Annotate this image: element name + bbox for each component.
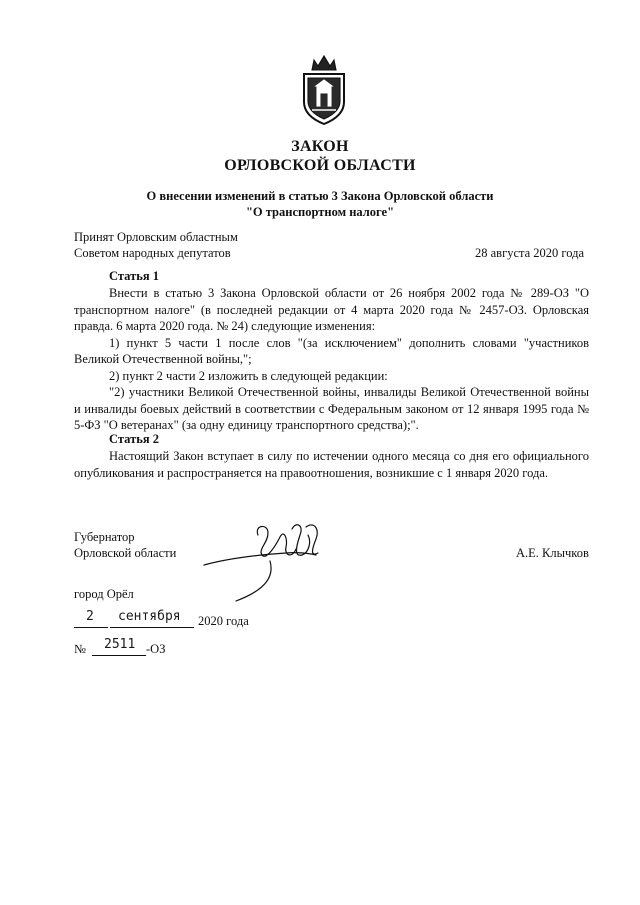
- coat-of-arms-icon: [298, 52, 350, 126]
- governor-name: А.Е. Клычков: [516, 546, 589, 560]
- article1-paragraph: 2) пункт 2 части 2 изложить в следующей редакции:: [109, 368, 388, 383]
- region-title: ОРЛОВСКОЙ ОБЛАСТИ: [224, 157, 416, 174]
- article1-body: [74, 285, 589, 434]
- signatory-position-line1: Губернатор: [74, 530, 135, 544]
- law-subject-line2: "О транспортном налоге": [245, 205, 395, 219]
- article2-heading: Статья 2: [109, 432, 159, 446]
- city-of-signing: город Орёл: [74, 587, 134, 601]
- article2-paragraph: Настоящий Закон вступает в силу по истечении одного месяца со дня его официального опубликования и распространяется на правоотношения, возникшие с 1 января 2020 года.: [74, 449, 589, 480]
- law-title: ЗАКОН: [291, 138, 349, 155]
- law-subject-line1: О внесении изменений в статью 3 Закона Орловской области: [146, 189, 494, 203]
- law-number: 2511: [104, 637, 136, 652]
- signing-month: сентября: [118, 609, 181, 624]
- article2-body: [74, 448, 589, 481]
- signatory-position-line2: Орловской области: [74, 546, 177, 560]
- signing-day: 2: [86, 609, 94, 624]
- adoption-date: 28 августа 2020 года: [475, 246, 585, 260]
- handwritten-signature: [196, 515, 332, 607]
- signing-year: 2020 года: [198, 614, 249, 628]
- adoption-body-line1: Принят Орловским областным: [74, 230, 238, 244]
- article1-paragraph: "2) участники Великой Отечественной войны, инвалиды Великой Отечественной войны и инвалиды боевых действий в соответствии с Федеральным законом от 12 января 1995 года № 5-ФЗ "О ветеранах" (за одну единицу транспортного средства);".: [74, 385, 589, 432]
- article1-paragraph: 1) пункт 5 части 1 после слов "(за исключением" дополнить словами "участников Великой Отечественной войны,";: [74, 335, 589, 366]
- law-number-suffix: -ОЗ: [146, 642, 166, 656]
- article1-paragraph: Внести в статью 3 Закона Орловской области от 26 ноября 2002 года № 289-ОЗ "О транспортном налоге" (в последней редакции от 4 марта 2020 года № 2457-ОЗ. Орловская правда. 6 марта 2020 года. № 24) следующие изменения:: [74, 286, 589, 333]
- article1-heading: Статья 1: [109, 269, 159, 283]
- adoption-body-line2: Советом народных депутатов: [74, 246, 231, 260]
- law-number-prefix: №: [74, 642, 86, 656]
